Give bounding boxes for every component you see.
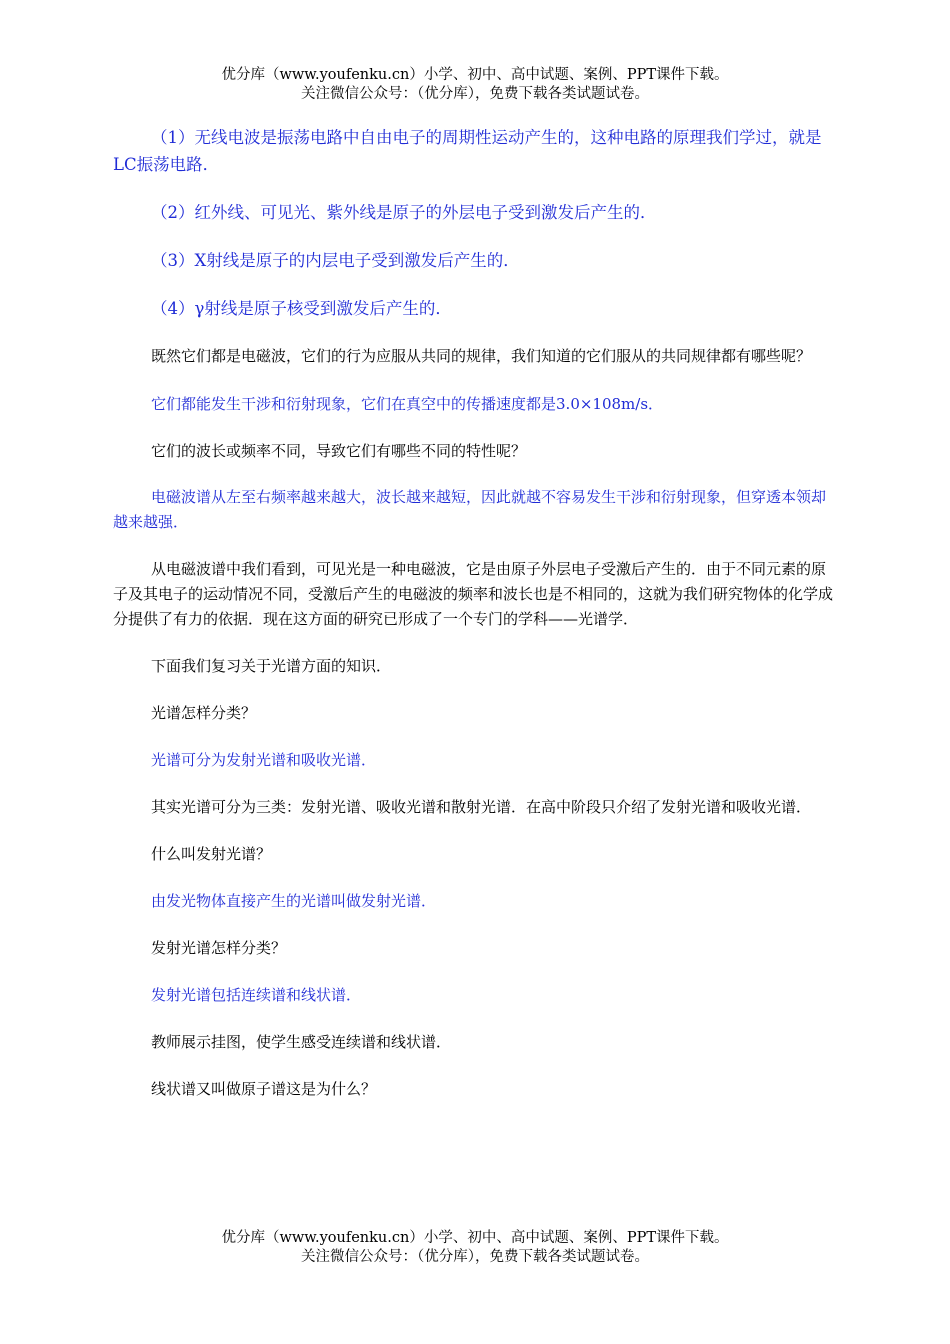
paragraph-answer-classify: 光谱可分为发射光谱和吸收光谱． [151, 751, 377, 769]
paragraph-question-common-laws: 既然它们都是电磁波，它们的行为应服从共同的规律，我们知道的它们服从的共同规律都有哪些呢？ [151, 347, 812, 365]
paragraph-answer-emission: 由发光物体直接产生的光谱叫做发射光谱． [151, 892, 437, 910]
paragraph-radio-waves: （1）无线电波是振荡电路中自由电子的周期性运动产生的，这种电路的原理我们学过，就是LC振荡电路． [113, 128, 822, 174]
paragraph-x-ray: （3）X射线是原子的内层电子受到激发后产生的． [151, 251, 520, 270]
paragraph-question-classify: 光谱怎样分类？ [151, 704, 257, 722]
paragraph-review-spectra: 下面我们复习关于光谱方面的知识． [151, 657, 392, 675]
paragraph-answer-emission-types: 发射光谱包括连续谱和线状谱． [151, 986, 362, 1004]
paragraph-infrared-visible-uv: （2）红外线、可见光、紫外线是原子的外层电子受到激发后产生的． [151, 203, 657, 222]
paragraph-question-emission-types: 发射光谱怎样分类？ [151, 939, 287, 957]
document-body [113, 124, 838, 1102]
header-line-2: 关注微信公众号：（优分库），免费下载各类试题试卷。 [301, 86, 649, 102]
paragraph-three-types: 其实光谱可分为三类：发射光谱、吸收光谱和散射光谱．在高中阶段只介绍了发射光谱和吸收光谱． [151, 798, 812, 816]
paragraph-gamma-ray: （4）γ射线是原子核受到激发后产生的． [151, 299, 452, 318]
paragraph-answer-interference: 它们都能发生干涉和衍射现象，它们在真空中的传播速度都是3.0×108m/s． [151, 395, 664, 413]
page-header [0, 66, 950, 104]
paragraph-question-atomic-spectrum: 线状谱又叫做原子谱这是为什么？ [151, 1080, 377, 1098]
footer-line-2: 关注微信公众号：（优分库），免费下载各类试题试卷。 [301, 1249, 649, 1265]
page-footer [0, 1229, 950, 1267]
paragraph-question-emission: 什么叫发射光谱？ [151, 845, 272, 863]
paragraph-teacher-demo: 教师展示挂图，使学生感受连续谱和线状谱． [151, 1033, 452, 1051]
header-line-1: 优分库（www.youfenku.cn）小学、初中、高中试题、案例、PPT课件下载。 [221, 67, 729, 83]
paragraph-spectroscopy-intro: 从电磁波谱中我们看到，可见光是一种电磁波，它是由原子外层电子受激后产生的．由于不同元素的原子及其电子的运动情况不同，受激后产生的电磁波的频率和波长也是不相同的，这就为我们研究物体的化学成分提供了有力的依据．现在这方面的研究已形成了一个专门的学科——光谱学． [113, 560, 834, 628]
paragraph-question-properties: 它们的波长或频率不同，导致它们有哪些不同的特性呢？ [151, 442, 527, 460]
footer-line-1: 优分库（www.youfenku.cn）小学、初中、高中试题、案例、PPT课件下载。 [221, 1230, 729, 1246]
paragraph-answer-spectrum: 电磁波谱从左至右频率越来越大，波长越来越短，因此就越不容易发生干涉和衍射现象，但穿透本领却越来越强． [113, 488, 827, 531]
